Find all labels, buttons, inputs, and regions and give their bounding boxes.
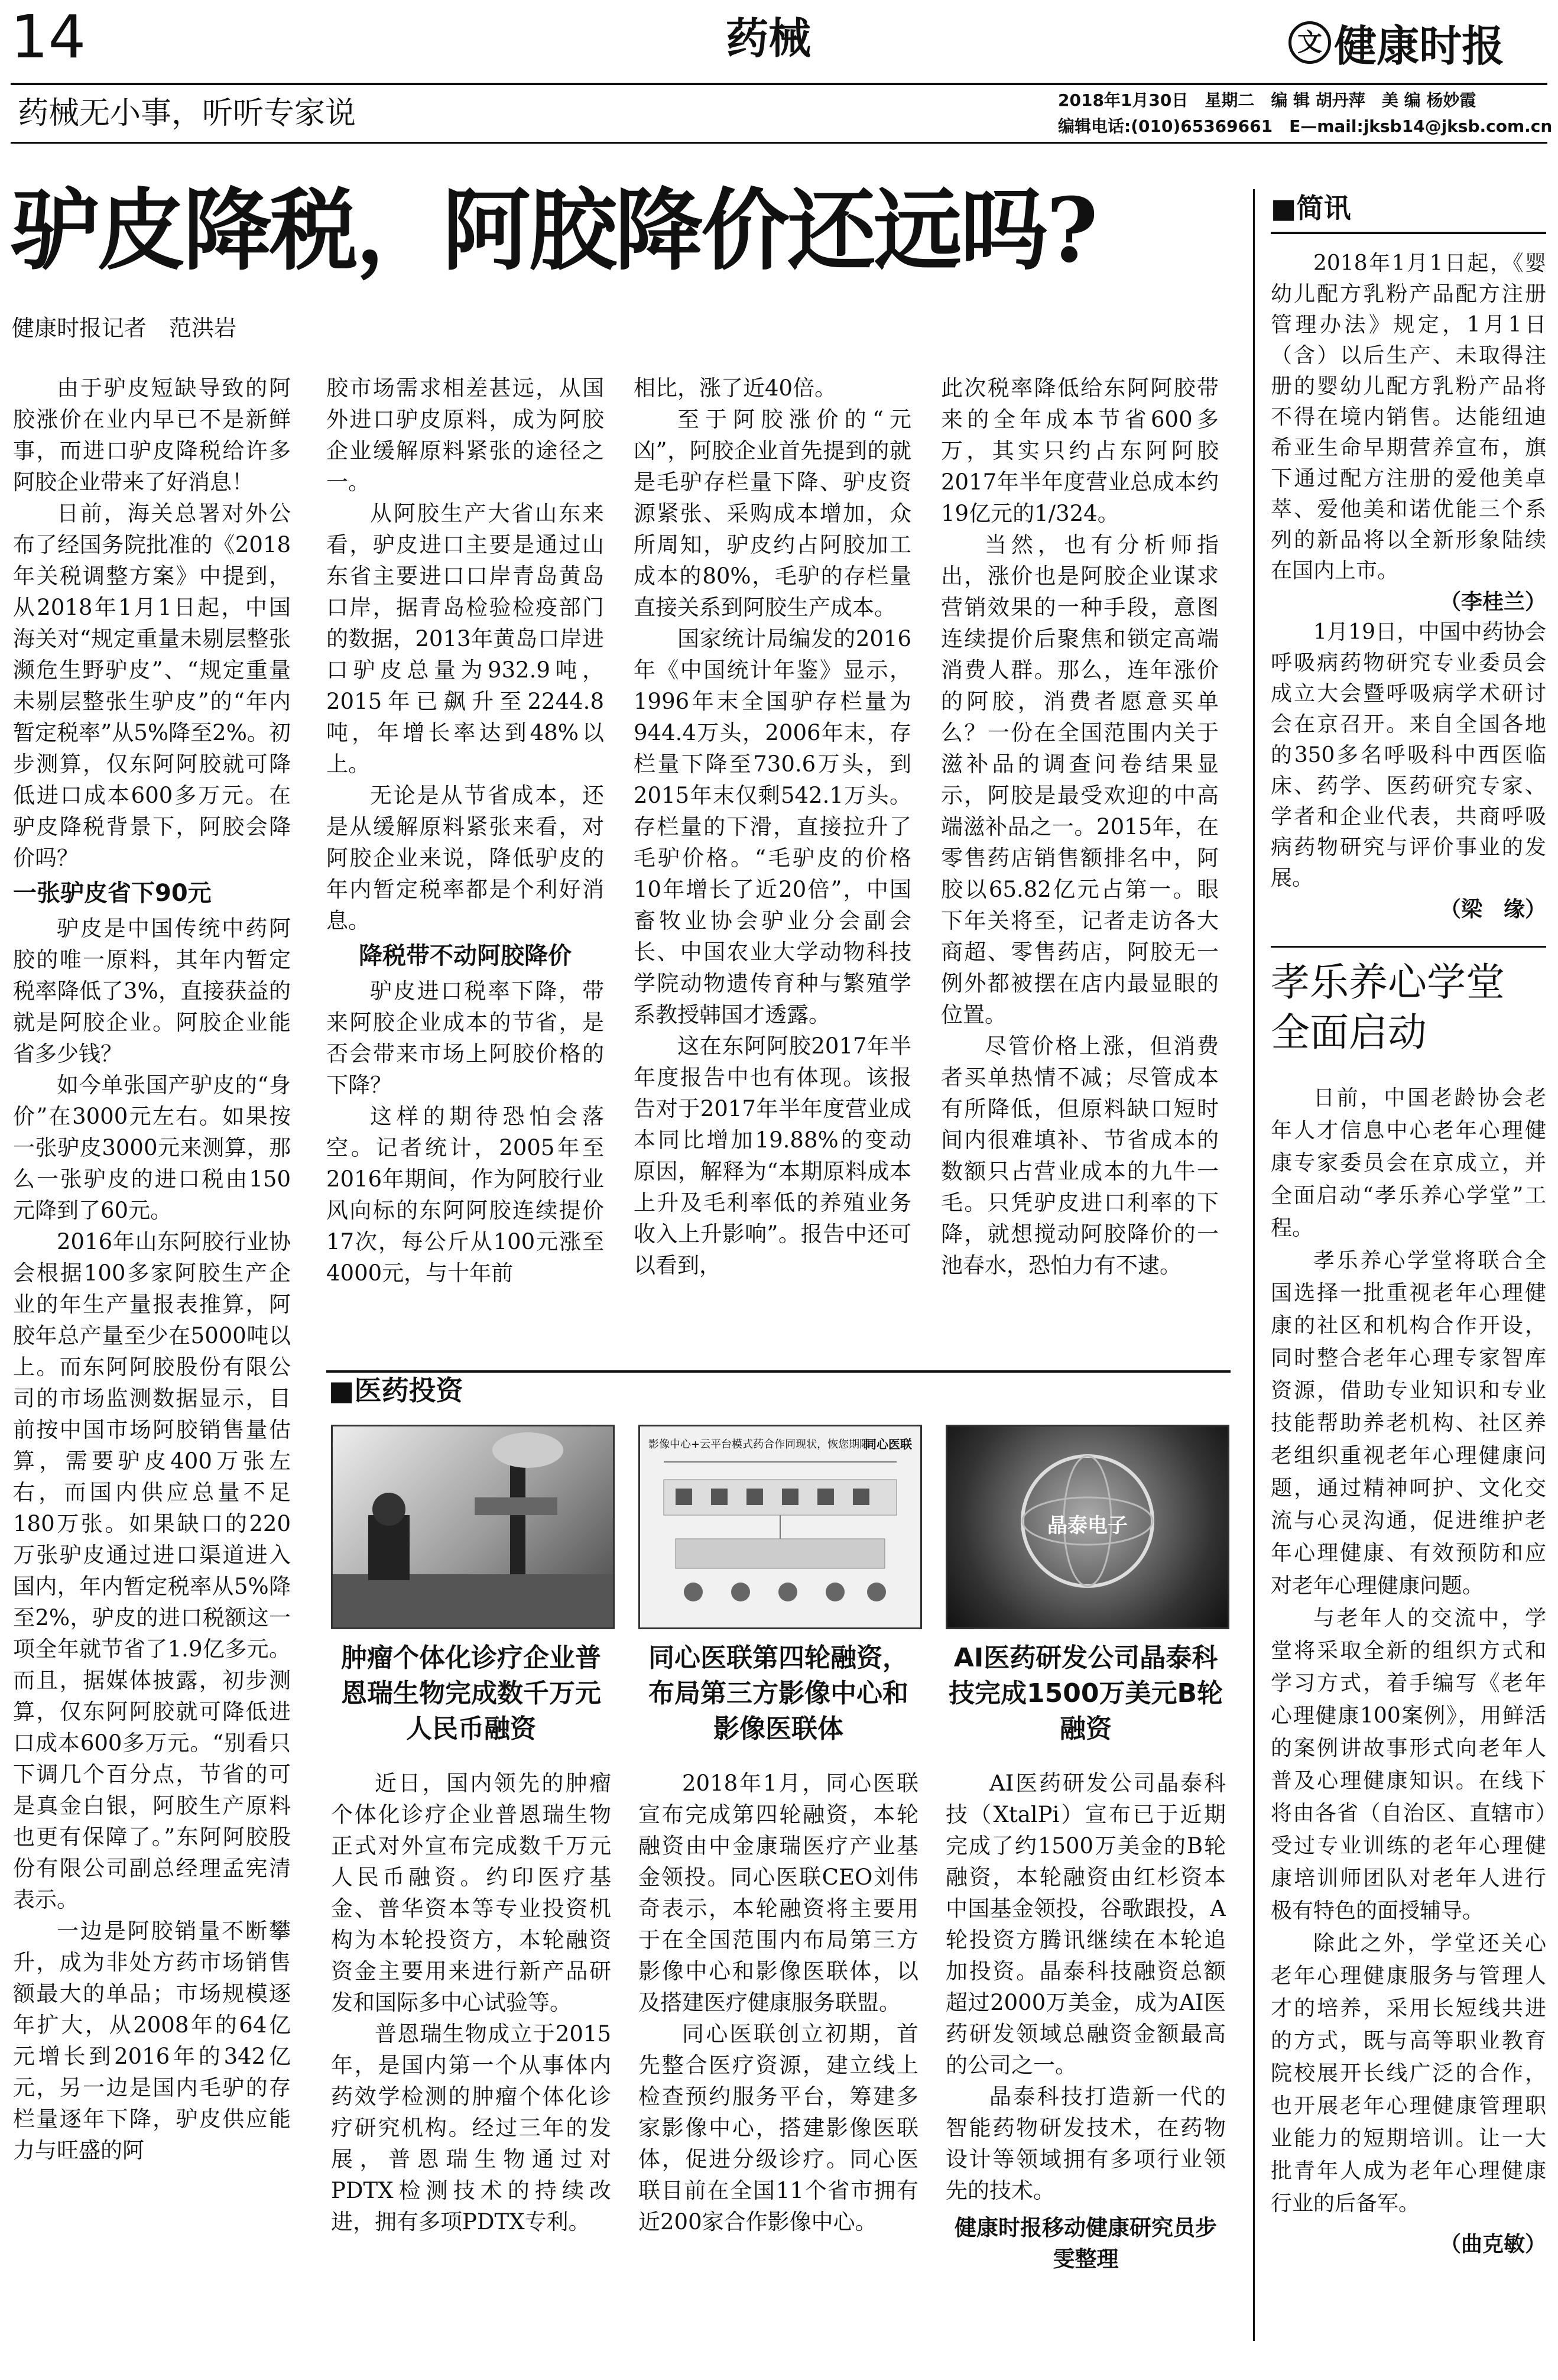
paragraph: 一边是阿胶销量不断攀升，成为非处方药市场销售额最大的单品；市场规模逐年扩大，从2008年的64亿元增长到2016年的342亿元，另一边是国内毛驴的存栏量逐年下降，驴皮供应能力与旺盛的阿 [13, 1918, 291, 2163]
paragraph: 此次税率降低给东阿阿胶带来的全年成本节省600多万，其实只约占东阿阿胶2017年半年度营业总成本约19亿元的1/324。 [941, 375, 1219, 526]
brief-item: 1月19日，中国中药协会呼吸病药物研究专业委员会成立大会暨呼吸病学术研讨会在京召开。来自全国各地的350多名呼吸科中西医临床、药学、医药研究专家、学者和企业代表，共商呼吸病药物研究与评价事业的发展。 [1271, 620, 1546, 890]
invest-story-3-body [946, 1768, 1226, 2335]
subhead-tax-cut-no-price-drop: 降税带不动阿胶降价 [359, 942, 572, 969]
invest-story-3-author: 健康时报移动健康研究员步雯整理 [955, 2215, 1217, 2272]
paragraph: 从阿胶生产大省山东来看，驴皮进口主要是通过山东省主要进口口岸青岛黄岛口岸，据青岛检验检疫部门的数据，2013年黄岛口岸进口驴皮总量为932.9吨，2015年已飙升至2244.8吨，年增长率达到48%以上。 [326, 501, 604, 777]
xtalpi-logo-photo [946, 1425, 1229, 1629]
lab-research-photo [331, 1425, 615, 1629]
masthead-bottom-rule [11, 142, 1547, 144]
sidebar-section-rule [1271, 946, 1546, 948]
invest-story-2-headline: 同心医联第四轮融资，布局第三方影像中心和影像医联体 [648, 1643, 908, 1744]
paragraph: 这在东阿阿胶2017年半年度报告中也有体现。该报告对于2017年半年度营业成本同比增加19.88%的变动原因，解释为“本期原料成本上升及毛利率低的养殖业务收入上升影响”。报告中还可以看到， [634, 1033, 911, 1278]
logo-mark-icon: 文 [1288, 21, 1331, 64]
paragraph: 日前，中国老龄协会老年人才信息中心老年心理健康专家委员会在京成立，并全面启动“孝乐养心学堂”工程。 [1271, 1086, 1546, 1240]
network-diagram-icon [640, 1426, 920, 1627]
diagram-logo: 同心医联 [865, 1437, 912, 1451]
invest-story-3-headline: AI医药研发公司晶泰科技完成1500万美元B轮融资 [949, 1643, 1223, 1744]
invest-label: ■医药投资 [329, 1374, 463, 1406]
page-number: 14 [11, 2, 86, 72]
paragraph: 驴皮进口税率下降，带来阿胶企业成本的节省，是否会带来市场上阿胶价格的下降？ [326, 978, 604, 1098]
lab-microscope-icon [333, 1426, 613, 1627]
paragraph: 与老年人的交流中，学堂将采取全新的组织方式和学习方式，着手编写《老年心理健康100案例》，用鲜活的案例讲故事形式向老年人普及心理健康知识。在线下将由各省（自治区、直辖市）受过专业训练的老年心理健康培训师团队对老年人进行极有特色的面授辅导。 [1271, 1606, 1546, 1923]
paragraph: 由于驴皮短缺导致的阿胶涨价在业内早已不是新鲜事，而进口驴皮降税给许多阿胶企业带来了好消息！ [13, 375, 291, 495]
main-headline: 驴皮降税，阿胶降价还远吗? [11, 179, 1096, 283]
paragraph: 同心医联创立初期，首先整合医疗资源，建立线上检查预约服务平台，筹建多家影像中心，搭建影像医联体，促进分级诊疗。同心医联目前在全国11个省市拥有近200家合作影像中心。 [638, 2021, 918, 2235]
main-column-1 [13, 372, 291, 2335]
paragraph: 相比，涨了近40倍。 [634, 375, 837, 401]
main-column-4 [941, 372, 1219, 1354]
paragraph: 近日，国内领先的肿瘤个体化诊疗企业普恩瑞生物正式对外宣布完成数千万元人民币融资。约印医疗基金、普华资本等专业投资机构为本轮投资方，本轮融资资金主要用来进行新产品研发和国际多中心试验等。 [331, 1771, 611, 2015]
contact-line: 编辑电话:(010)65369661 E—mail:jksb14@jksb.com.cn [1058, 116, 1553, 136]
main-column-2 [326, 372, 604, 1354]
paper-name: 健康时报 [1334, 21, 1505, 71]
paragraph: 这样的期待恐怕会落空。记者统计，2005年至2016年期间，作为阿胶行业风向标的东阿阿胶连续提价17次，每公斤从100元涨至4000元，与十年前 [326, 1104, 604, 1286]
side-headline-line-1: 孝乐养心学堂 [1271, 959, 1505, 1005]
paragraph: 无论是从节省成本，还是从缓解原料紧张来看，对阿胶企业来说，降低驴皮的年内暂定税率都是个利好消息。 [326, 783, 604, 933]
paragraph: 孝乐养心学堂将联合全国选择一批重视老年心理健康的社区和机构合作开设，同时整合老年心理专家智库资源，借助专业知识和专业技能帮助养老机构、社区养老组织重视老年心理健康问题，通过精神呵护、文化交流与心灵沟通，促进维护老年心理健康、有效预防和应对老年心理健康问题。 [1271, 1249, 1546, 1598]
brief-author: （李桂兰） [1439, 589, 1546, 614]
paragraph: 国家统计局编发的2016年《中国统计年鉴》显示，1996年末全国驴存栏量为944.4万头，2006年末，存栏量下降至730.6万头，到2015年末仅剩542.1万头。存栏量的下滑，直接拉升了毛驴价格。“毛驴皮的价格10年增长了近20倍”，中国畜牧业协会驴业分会副会长、中国农业大学动物科技学院动物遗传育种与繁殖学系教授韩国才透露。 [634, 626, 911, 1027]
paragraph: 当然，也有分析师指出，涨价也是阿胶企业谋求营销效果的一种手段，意图连续提价后聚焦和锁定高端消费人群。那么，连年涨价的阿胶，消费者愿意买单么？一份在全国范围内关于滋补品的调查问卷结果显示，阿胶是最受欢迎的中高端滋补品之一。2015年，在零售药店销售额排名中，阿胶以65.82亿元占第一。眼下年关将至，记者走访各大商超、零售药店，阿胶无一例外都被摆在店内最显眼的位置。 [941, 532, 1219, 1027]
paragraph: 至于阿胶涨价的“元凶”，阿胶企业首先提到的就是毛驴存栏量下降、驴皮资源紧张、采购成本增加，众所周知，驴皮约占阿胶加工成本的80%，毛驴的存栏量直接关系到阿胶生产成本。 [634, 407, 911, 620]
main-column-3 [634, 372, 911, 1354]
paragraph: 日前，海关总署对外公布了经国务院批准的《2018年关税调整方案》中提到，从2018年1月1日起，中国海关对“规定重量未剔层整张濒危生野驴皮”、“规定重量未剔层整张生驴皮”的“年内暂定税率”从5%降至2%。初步测算，仅东阿阿胶就可降低进口成本600多万元。在驴皮降税背景下，阿胶会降价吗？ [13, 501, 291, 871]
brief-author: （梁 缘） [1439, 897, 1546, 922]
paragraph: 普恩瑞生物成立于2015年，是国内第一个从事体内药效学检测的肿瘤个体化诊疗研究机构。经过三年的发展，普恩瑞生物通过对PDTX检测技术的持续改进，拥有多项PDTX专利。 [331, 2021, 611, 2235]
paragraph: 尽管价格上涨，但消费者买单热情不减；尽管成本有所降低，但原料缺口短时间内很难填补、节省成本的数额只占营业成本的九牛一毛。只凭驴皮进口利率的下降，就想搅动阿胶降价的一池春水，恐怕力有不逮。 [941, 1033, 1219, 1278]
byline: 健康时报记者 范洪岩 [12, 315, 237, 341]
briefs-rule [1271, 232, 1546, 234]
paper-logo [1288, 12, 1505, 71]
side-headline-line-2: 全面启动 [1271, 1010, 1427, 1055]
side-story-author: （曲克敏） [1439, 2232, 1546, 2256]
brief-item: 2018年1月1日起，《婴幼儿配方乳粉产品配方注册管理办法》规定，1月1日（含）以后生产、未取得注册的婴幼儿配方乳粉产品将不得在境内销售。达能纽迪希亚生命早期营养宣布，旗下通过配方注册的爱他美卓萃、爱他美和诺优能三个系列的新品将以全新形象陆续在国内上市。 [1271, 251, 1546, 583]
column-slogan: 药械无小事，听听专家说 [18, 96, 356, 131]
paragraph: 驴皮是中国传统中药阿胶的唯一原料，其年内暂定税率降低了3%，直接获益的就是阿胶企业。阿胶企业能省多少钱？ [13, 916, 291, 1066]
paragraph: 如今单张国产驴皮的“身价”在3000元左右。如果按一张驴皮3000元来测算，那么一张驴皮的进口税由150元降到了60元。 [13, 1072, 291, 1223]
masthead-rule [11, 83, 1547, 85]
sidebar-divider [1253, 189, 1255, 2341]
invest-story-1-body [331, 1768, 611, 2335]
paragraph: 2016年山东阿胶行业协会根据100多家阿胶生产企业的年生产量报表推算，阿胶年总产量至少在5000吨以上。而东阿阿胶股份有限公司的市场监测数据显示，目前按中国市场阿胶销售量估算，需要驴皮400万张左右，而国内供应总量不足180万张。如果缺口的220万张驴皮通过进口渠道进入国内，年内暂定税率从5%降至2%，驴皮的进口税额这一项全年就节省了1.9亿多元。而且，据媒体披露，初步测算，仅东阿阿胶就可降低进口成本600多万元。“别看只下调几个百分点，节省的可是真金白银，阿胶生产原料也更有保障了。”东阿阿胶股份有限公司副总经理孟宪清表示。 [13, 1229, 291, 1912]
xtalpi-logo-text: 晶泰电子 [1047, 1514, 1128, 1538]
paragraph: 晶泰科技打造新一代的智能药物研发技术，在药物设计等领域拥有多项行业领先的技术。 [946, 2084, 1226, 2203]
invest-story-1-headline: 肿瘤个体化诊疗企业普恩瑞生物完成数千万元人民币融资 [341, 1643, 601, 1744]
date-editor-line: 2018年1月30日 星期二 编 辑 胡丹萍 美 编 杨妙霞 [1058, 90, 1476, 110]
invest-story-2-body [638, 1768, 918, 2335]
briefs-label: ■简讯 [1271, 192, 1351, 224]
diagram-title: 影像中心+云平台模式药合作同现状，恢您期限 [648, 1438, 871, 1451]
briefs-column [1271, 248, 1546, 969]
imaging-platform-diagram [638, 1425, 922, 1629]
paragraph: AI医药研发公司晶泰科技（XtalPi）宣布已于近期完成了约1500万美金的B轮融资，本轮融资由红杉资本中国基金领投，谷歌跟投，A轮投资方腾讯继续在本轮追加投资。晶泰科技融资总额超过2000万美金，成为AI医药研发领域总融资金额最高的公司之一。 [946, 1771, 1226, 2078]
section-title: 药械 [726, 14, 812, 63]
side-story-column [1271, 1082, 1546, 2341]
paragraph: 2018年1月，同心医联宣布完成第四轮融资，本轮融资由中金康瑞医疗产业基金领投。同心医联CEO刘伟奇表示，本轮融资将主要用于在全国范围内布局第三方影像中心和影像医联体，以及搭建医疗健康服务联盟。 [638, 1771, 918, 2015]
paragraph: 除此之外，学堂还关心老年心理健康服务与管理人才的培养，采用长短线共进的方式，既与高等职业教育院校展开长线广泛的合作，也开展老年心理健康管理职业能力的短期培训。让一大批青年人成为老年心理健康行业的后备军。 [1271, 1931, 1546, 2216]
paragraph: 胶市场需求相差甚远，从国外进口驴皮原料，成为阿胶企业缓解原料紧张的途径之一。 [326, 375, 604, 495]
subhead-donkey-hide-savings: 一张驴皮省下90元 [13, 880, 212, 907]
